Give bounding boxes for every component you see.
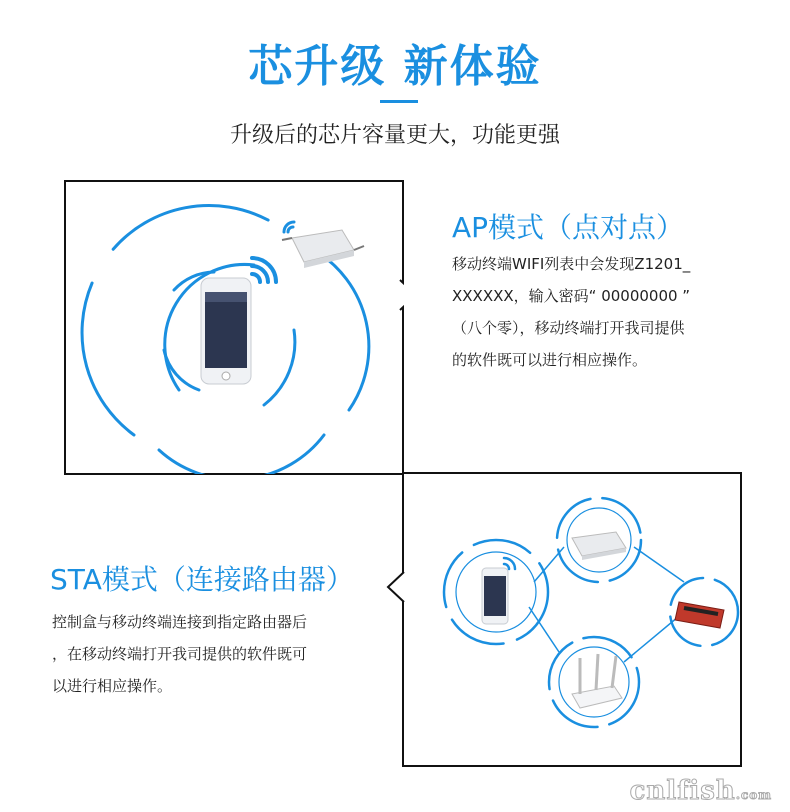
title-underline [380, 100, 418, 103]
router-icon [572, 654, 622, 708]
wifi-icon [504, 558, 515, 569]
page-title: 芯升级 新体验 [248, 41, 542, 92]
sta-mode-line: 以进行相应操作。 [52, 677, 173, 695]
ap-mode-description [452, 248, 752, 376]
sta-mode-description [52, 606, 372, 702]
ap-mode-line: 移动终端WIFI列表中会发现Z1201_ [452, 255, 691, 273]
watermark: cnlfish.com [629, 776, 772, 806]
sta-mode-line: 控制盒与移动终端连接到指定路由器后 [52, 613, 308, 631]
sta-mode-illustration [384, 472, 744, 766]
smartphone-icon [201, 278, 251, 384]
controller-box-icon [572, 532, 626, 560]
smartphone-icon [482, 568, 508, 624]
wifi-icon [284, 222, 294, 232]
ap-mode-line: XXXXXX，输入密码“ 00000000 ” [452, 287, 691, 305]
led-controller-icon [675, 602, 724, 628]
ap-mode-illustration [64, 180, 404, 474]
page-subtitle: 升级后的芯片容量更大，功能更强 [229, 123, 560, 148]
wifi-icon [252, 258, 276, 282]
sta-mode-line: ，在移动终端打开我司提供的软件既可 [52, 645, 308, 663]
sta-mode-heading: STA模式（连接路由器） [50, 563, 354, 596]
ap-mode-line: 的软件既可以进行相应操作。 [452, 351, 648, 369]
ap-mode-line: （八个零），移动终端打开我司提供 [452, 319, 685, 337]
controller-box-icon [282, 230, 364, 268]
ap-mode-heading: AP模式（点对点） [452, 211, 685, 244]
